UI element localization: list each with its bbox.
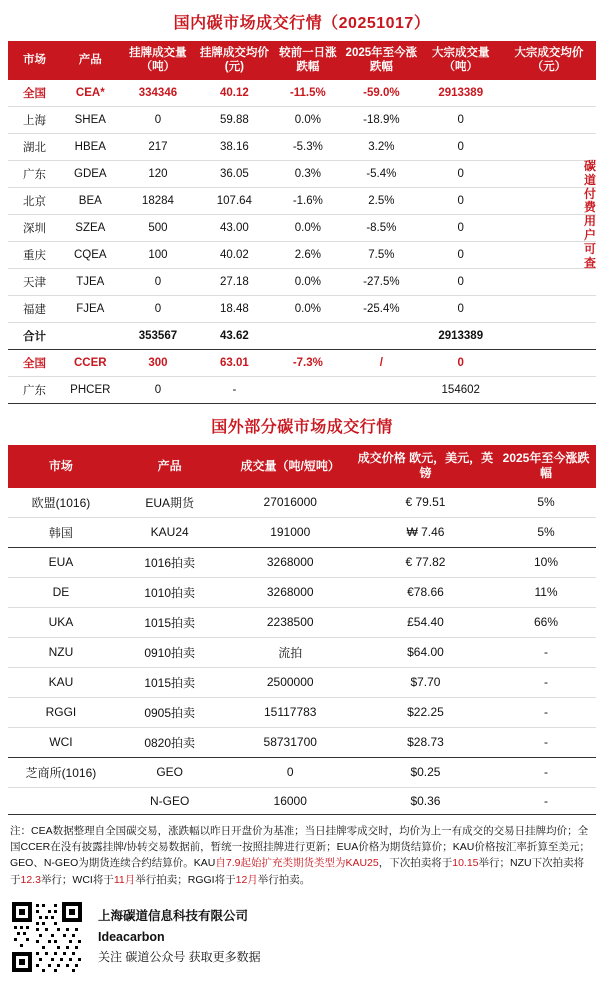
cell-product: CQEA [61, 241, 120, 268]
cell-price: € 77.82 [355, 547, 496, 577]
follow-prompt: 关注 碳道公众号 获取更多数据 [98, 949, 261, 964]
footnote-part4: 举行；WCI将于 [40, 873, 114, 886]
cell-volume: 2500000 [226, 667, 355, 697]
cell-block-volume: 2913389 [420, 80, 502, 107]
footnote-part3: 举行；NZU下次拍卖将于 [10, 857, 585, 886]
cell-listed-avg-price: 107.64 [196, 187, 272, 214]
cell-product: 1016拍卖 [114, 547, 226, 577]
cell-market: 重庆 [8, 241, 61, 268]
cell-ytd-change: -8.5% [343, 214, 419, 241]
cell-market: 北京 [8, 187, 61, 214]
cell-ytd-change: - [496, 787, 596, 814]
cell-listed-avg-price: 43.62 [196, 322, 272, 349]
cell-listed-volume: 18284 [120, 187, 196, 214]
cell-product: SZEA [61, 214, 120, 241]
cell-ytd-change: 5% [496, 517, 596, 547]
cell-listed-volume: 353567 [120, 322, 196, 349]
footer [8, 890, 596, 982]
cell-market: 天津 [8, 268, 61, 295]
cell-ytd-change: 11% [496, 577, 596, 607]
cell-product: CCER [61, 349, 120, 376]
cell-product [61, 322, 120, 349]
foreign-market-table [8, 445, 596, 815]
footnote-highlight3: 12.3 [20, 873, 41, 886]
cell-volume: 27016000 [226, 488, 355, 518]
brand-name: Ideacarbon [98, 930, 165, 945]
cell-listed-avg-price: 38.16 [196, 133, 272, 160]
footnote-highlight5: 12月 [235, 873, 258, 886]
footnote-highlight1: 自7.9起始扩充类期货类型为KAU25 [215, 857, 379, 870]
cell-listed-volume: 120 [120, 160, 196, 187]
cell-daily-change: -1.6% [273, 187, 344, 214]
cell-listed-avg-price: 18.48 [196, 295, 272, 322]
cell-block-avg-price [502, 80, 596, 107]
cell-listed-avg-price: 43.00 [196, 214, 272, 241]
col-header-ytd-change: 2025年至今涨跌幅 [343, 41, 419, 80]
cell-ytd-change: 2.5% [343, 187, 419, 214]
table-header-row [8, 41, 596, 80]
cell-daily-change [273, 376, 344, 403]
cell-block-volume: 154602 [420, 376, 502, 403]
footnote-part1: 注：CEA数据整理自全国碳交易，涨跌幅以昨日开盘价为基准；当日挂牌零成交时，均价为上一有成交的交易日挂牌均价；全国CCER在没有披露挂牌/协转交易数据前，暂统一按照挂牌进行更新；EUA价格为期货结算价；KAU价格按汇率折算至美元；GEO、N-GEO为期货连续合约结算价。KAU [10, 824, 590, 870]
cell-listed-volume: 0 [120, 268, 196, 295]
col-header-ytd-change: 2025年至今涨跌幅 [496, 445, 596, 488]
cell-market: UKA [8, 607, 114, 637]
cell-price: €78.66 [355, 577, 496, 607]
table-row [8, 607, 596, 637]
cell-market: 芝商所(1016) [8, 757, 114, 787]
table-row [8, 727, 596, 757]
cell-product: GDEA [61, 160, 120, 187]
cell-market: 全国 [8, 349, 61, 376]
cell-product: HBEA [61, 133, 120, 160]
cell-ytd-change: -5.4% [343, 160, 419, 187]
table-row [8, 214, 596, 241]
table-row [8, 697, 596, 727]
cell-market: 广东 [8, 160, 61, 187]
cell-product: GEO [114, 757, 226, 787]
cell-block-volume: 0 [420, 160, 502, 187]
table-row [8, 241, 596, 268]
cell-block-avg-price [502, 106, 596, 133]
col-header-volume: 成交量（吨/短吨） [226, 445, 355, 488]
col-header-product: 产品 [61, 41, 120, 80]
col-header-listed-avg-price: 挂牌成交均价(元) [196, 41, 272, 80]
table-row [8, 106, 596, 133]
cell-market: 上海 [8, 106, 61, 133]
cell-volume: 0 [226, 757, 355, 787]
cell-product: FJEA [61, 295, 120, 322]
cell-volume: 2238500 [226, 607, 355, 637]
cell-ytd-change: - [496, 697, 596, 727]
cell-listed-avg-price: 40.02 [196, 241, 272, 268]
cell-market: 欧盟(1016) [8, 488, 114, 518]
table-row [8, 577, 596, 607]
col-header-listed-volume: 挂牌成交量（吨） [120, 41, 196, 80]
cell-price: $28.73 [355, 727, 496, 757]
cell-daily-change: 2.6% [273, 241, 344, 268]
cell-market: 湖北 [8, 133, 61, 160]
cell-product: CEA* [61, 80, 120, 107]
table-row-total [8, 322, 596, 349]
cell-product: EUA期货 [114, 488, 226, 518]
cell-price: $7.70 [355, 667, 496, 697]
table-row [8, 488, 596, 518]
cell-product: 0905拍卖 [114, 697, 226, 727]
table-row-phcer [8, 376, 596, 403]
cell-listed-volume: 500 [120, 214, 196, 241]
table-row [8, 160, 596, 187]
cell-product: TJEA [61, 268, 120, 295]
cell-listed-volume: 300 [120, 349, 196, 376]
col-header-daily-change: 较前一日涨跌幅 [273, 41, 344, 80]
cell-volume: 16000 [226, 787, 355, 814]
cell-market: WCI [8, 727, 114, 757]
cell-listed-volume: 0 [120, 376, 196, 403]
cell-market: 福建 [8, 295, 61, 322]
cell-volume: 流拍 [226, 637, 355, 667]
table-row [8, 667, 596, 697]
cell-product: 1010拍卖 [114, 577, 226, 607]
cell-product: 0910拍卖 [114, 637, 226, 667]
cell-listed-volume: 100 [120, 241, 196, 268]
cell-ytd-change [343, 322, 419, 349]
footnote-part6: 举行拍卖。 [257, 873, 311, 886]
cell-listed-volume: 0 [120, 106, 196, 133]
cell-market: EUA [8, 547, 114, 577]
cell-volume: 3268000 [226, 577, 355, 607]
cell-market: RGGI [8, 697, 114, 727]
cell-market: 深圳 [8, 214, 61, 241]
cell-block-volume: 0 [420, 133, 502, 160]
cell-ytd-change: 7.5% [343, 241, 419, 268]
cell-product: BEA [61, 187, 120, 214]
cell-daily-change: -7.3% [273, 349, 344, 376]
cell-market: KAU [8, 667, 114, 697]
cell-product: KAU24 [114, 517, 226, 547]
cell-block-avg-price [502, 133, 596, 160]
cell-product: 0820拍卖 [114, 727, 226, 757]
cell-price: € 79.51 [355, 488, 496, 518]
domestic-table-body [8, 80, 596, 404]
footnote-part2: ，下次拍卖将于 [378, 857, 453, 870]
cell-listed-avg-price: 27.18 [196, 268, 272, 295]
cell-daily-change [273, 322, 344, 349]
paid-user-side-note: 碳道付费用户可查 [583, 159, 596, 270]
cell-block-volume: 0 [420, 106, 502, 133]
table-row [8, 517, 596, 547]
cell-listed-avg-price: 36.05 [196, 160, 272, 187]
cell-market: 合计 [8, 322, 61, 349]
cell-volume: 15117783 [226, 697, 355, 727]
cell-listed-volume: 0 [120, 295, 196, 322]
cell-ytd-change: -59.0% [343, 80, 419, 107]
cell-daily-change: -5.3% [273, 133, 344, 160]
foreign-section-title: 国外部分碳市场成交行情 [211, 418, 393, 436]
company-name: 上海碳道信息科技有限公司 [98, 909, 249, 924]
footnote-highlight4: 11月 [113, 873, 136, 886]
table-row-ccer [8, 349, 596, 376]
cell-ytd-change: -25.4% [343, 295, 419, 322]
cell-daily-change: 0.0% [273, 268, 344, 295]
table-row [8, 187, 596, 214]
cell-product: N-GEO [114, 787, 226, 814]
cell-product: 1015拍卖 [114, 667, 226, 697]
cell-daily-change: 0.0% [273, 214, 344, 241]
col-header-product: 产品 [114, 445, 226, 488]
col-header-price: 成交价格 欧元，美元，英镑 [355, 445, 496, 488]
cell-daily-change: 0.0% [273, 295, 344, 322]
cell-price: $64.00 [355, 637, 496, 667]
footnote-part5: 举行拍卖；RGGI将于 [135, 873, 236, 886]
footer-text-block [98, 906, 261, 967]
cell-daily-change: 0.3% [273, 160, 344, 187]
cell-ytd-change: 10% [496, 547, 596, 577]
col-header-block-volume: 大宗成交量（吨） [420, 41, 502, 80]
table-header-row [8, 445, 596, 488]
cell-daily-change: 0.0% [273, 106, 344, 133]
cell-daily-change: -11.5% [273, 80, 344, 107]
cell-price: $22.25 [355, 697, 496, 727]
cell-ytd-change [343, 376, 419, 403]
cell-block-avg-price [502, 376, 596, 403]
cell-block-volume: 0 [420, 349, 502, 376]
cell-ytd-change: - [496, 757, 596, 787]
col-header-block-avg-price: 大宗成交均价（元） [502, 41, 596, 80]
qr-code-icon [10, 900, 84, 974]
table-row [8, 787, 596, 814]
cell-ytd-change: 5% [496, 488, 596, 518]
cell-block-volume: 0 [420, 214, 502, 241]
cell-market: DE [8, 577, 114, 607]
cell-block-volume: 0 [420, 268, 502, 295]
domestic-market-table [8, 41, 596, 404]
cell-volume: 191000 [226, 517, 355, 547]
foreign-table-body [8, 488, 596, 815]
table-row [8, 133, 596, 160]
cell-ytd-change: - [496, 637, 596, 667]
cell-market: 全国 [8, 80, 61, 107]
cell-price: $0.36 [355, 787, 496, 814]
cell-listed-volume: 334346 [120, 80, 196, 107]
cell-block-volume: 0 [420, 187, 502, 214]
footnote-highlight2: 10.15 [452, 857, 479, 870]
cell-product: 1015拍卖 [114, 607, 226, 637]
cell-price: £54.40 [355, 607, 496, 637]
table-row [8, 295, 596, 322]
cell-listed-avg-price: 40.12 [196, 80, 272, 107]
cell-listed-avg-price: 59.88 [196, 106, 272, 133]
cell-product: SHEA [61, 106, 120, 133]
table-row [8, 80, 596, 107]
cell-block-avg-price [502, 349, 596, 376]
cell-ytd-change: / [343, 349, 419, 376]
cell-market: 广东 [8, 376, 61, 403]
cell-block-avg-price [502, 322, 596, 349]
cell-market [8, 787, 114, 814]
col-header-market: 市场 [8, 41, 61, 80]
cell-block-avg-price [502, 295, 596, 322]
cell-product: PHCER [61, 376, 120, 403]
cell-market: 韩国 [8, 517, 114, 547]
cell-listed-avg-price: 63.01 [196, 349, 272, 376]
col-header-market: 市场 [8, 445, 114, 488]
cell-ytd-change: - [496, 667, 596, 697]
cell-block-volume: 2913389 [420, 322, 502, 349]
cell-volume: 58731700 [226, 727, 355, 757]
cell-block-volume: 0 [420, 241, 502, 268]
cell-price: ₩ 7.46 [355, 517, 496, 547]
cell-ytd-change: -18.9% [343, 106, 419, 133]
cell-block-avg-price [502, 268, 596, 295]
cell-ytd-change: 66% [496, 607, 596, 637]
table-row [8, 637, 596, 667]
cell-market: NZU [8, 637, 114, 667]
table-row [8, 547, 596, 577]
cell-listed-avg-price: - [196, 376, 272, 403]
cell-volume: 3268000 [226, 547, 355, 577]
table-row [8, 757, 596, 787]
cell-listed-volume: 217 [120, 133, 196, 160]
page-title: 国内碳市场成交行情（20251017） [173, 15, 431, 32]
cell-price: $0.25 [355, 757, 496, 787]
table-row [8, 268, 596, 295]
cell-block-volume: 0 [420, 295, 502, 322]
cell-ytd-change: 3.2% [343, 133, 419, 160]
cell-ytd-change: -27.5% [343, 268, 419, 295]
cell-ytd-change: - [496, 727, 596, 757]
